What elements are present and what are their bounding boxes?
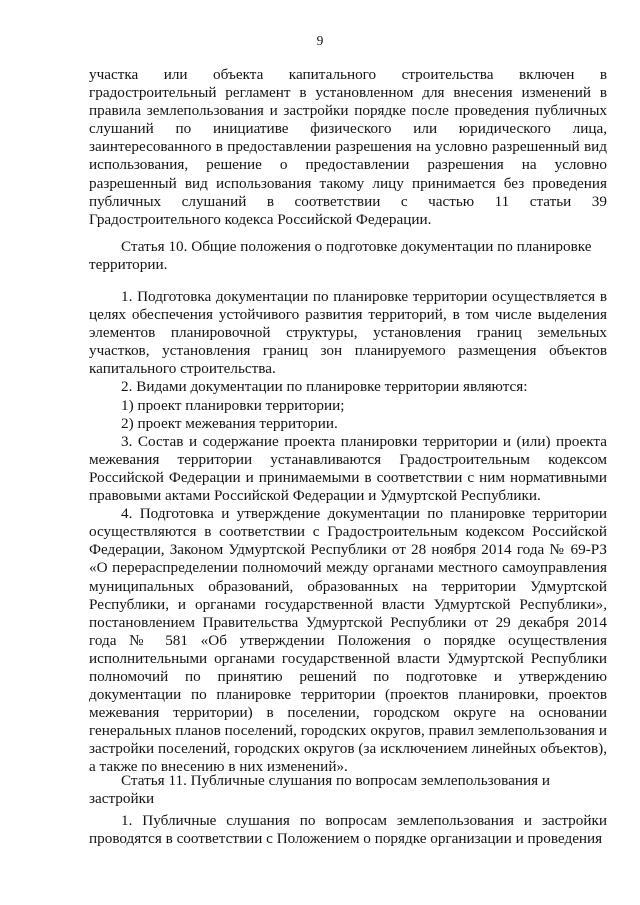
article-10-title: Статья 10. Общие положения о подготовке документации по планировке территории. xyxy=(89,238,592,274)
article-10-item-3: 3. Состав и содержание проекта планировки территории и (или) проекта межевания территории устанавливаются Градостроительным кодексом Российской Федерации и принимаемыми в соответствии с ним нормативными правовыми актами Российской Федерации и Удмуртской Республики. xyxy=(89,432,607,505)
article-10-item-2: 2. Видами документации по планировке территории являются: xyxy=(121,378,528,396)
article-10-heading-block xyxy=(89,238,607,274)
article-10-item-1: 1. Подготовка документации по планировке территории осуществляется в целях обеспечения устойчивого развития территорий, в том числе выделения элементов планировочной структуры, установления границ земельных участков, установления границ зон планируемого размещения объектов капитального строительства. xyxy=(89,288,607,378)
article-11-title: Статья 11. Публичные слушания по вопросам землепользования и застройки xyxy=(89,772,551,808)
article-10-subitem-1: 1) проект планировки территории; xyxy=(121,396,345,414)
continuation-paragraph: участка или объекта капитального строительства включен в градостроительный регламент в установленном для внесения изменений в правила землепользования и застройки порядке после проведения публичных слушаний по инициативе физического или юридического лица, заинтересованного в предоставлении разрешения на условно разрешенный вид использования, решение о предоставлении разрешения на условно разрешенный вид использования такому лицу принимается без проведения публичных слушаний в соответствии с частью 11 статьи 39 Градостроительного кодекса Российской Федерации. xyxy=(89,66,607,228)
continuation-block xyxy=(89,66,607,229)
article-10-subitem-2: 2) проект межевания территории. xyxy=(121,414,338,432)
article-11-body xyxy=(89,812,607,848)
article-10-item-4: 4. Подготовка и утверждение документации по планировке территории осуществляются в соответствии с Градостроительным кодексом Российской Федерации, Законом Удмуртской Республики от 28 ноября 2014 года № 69-РЗ «О перераспределении полномочий между органами местного самоуправления муниципальных образований, образованных на территории Удмуртской Республики, и органами государственной власти Удмуртской Республики», постановлением Правительства Удмуртской Республики от 29 декабря 2014 года № 581 «Об утверждении Положения о порядке осуществления исполнительными органами государственной власти Удмуртской Республики полномочий по принятию решений по подготовке и утверждению документации по планировке территории (проектов планировки, проектов межевания территории) в поселении, городском округе на основании генеральных планов поселений, городских округов, правил землепользования и застройки поселений, городских округов (за исключением линейных объектов), а также по внесению в них изменений». xyxy=(89,505,607,776)
article-10-body xyxy=(89,288,607,777)
article-11-item-1: 1. Публичные слушания по вопросам землепользования и застройки проводятся в соответствии с Положением о порядке организации и проведения xyxy=(89,812,607,848)
page-number: 9 xyxy=(316,33,324,48)
article-11-heading-block xyxy=(89,772,607,808)
